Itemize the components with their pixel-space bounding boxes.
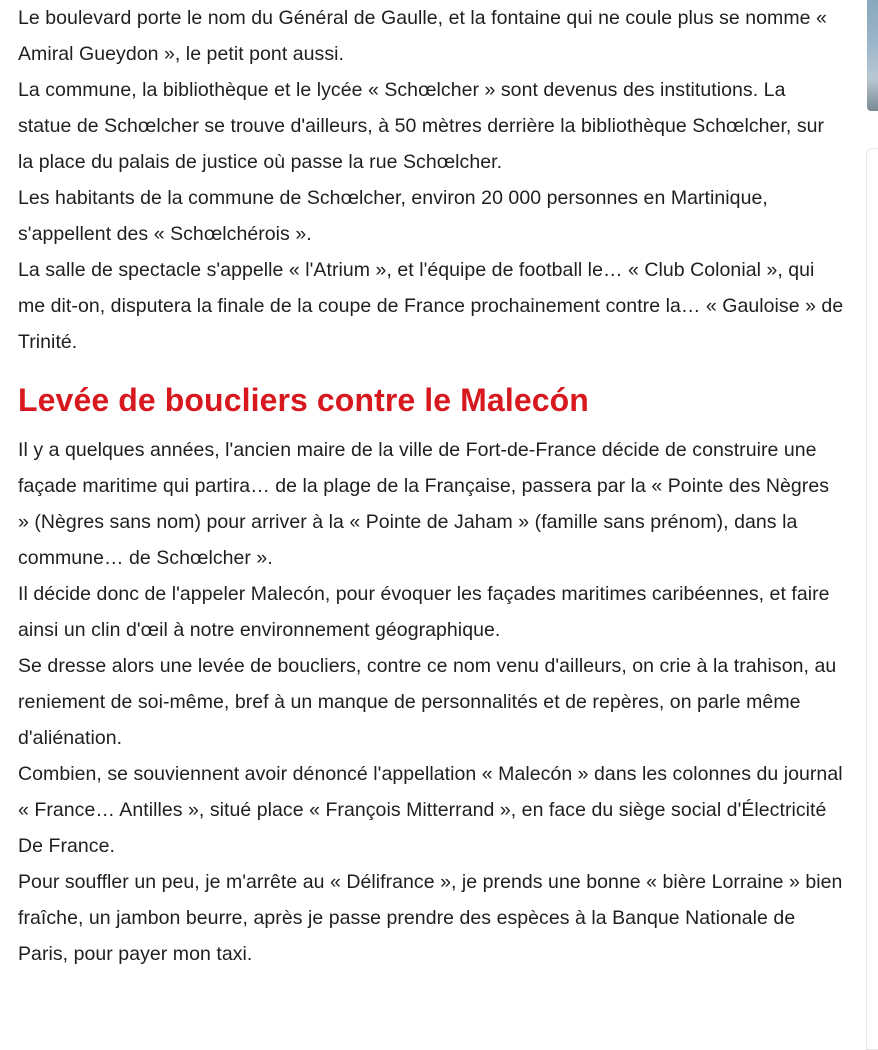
article-paragraph: Se dresse alors une levée de boucliers, contre ce nom venu d'ailleurs, on crie à la trahison, au reniement de soi-même, bref à un manque de personnalités et de repères, on parle même d'aliénation. <box>18 655 837 749</box>
article-paragraph: Pour souffler un peu, je m'arrête au « Délifrance », je prends une bonne « bière Lorraine » bien fraîche, un jambon beurre, après je passe prendre des espèces à la Banque Nationale de Paris, pour payer mon taxi. <box>18 871 843 965</box>
article-paragraph: Il décide donc de l'appeler Malecón, pour évoquer les façades maritimes caribéennes, et faire ainsi un clin d'œil à notre environnement géographique. <box>18 583 830 641</box>
article-paragraph: Les habitants de la commune de Schœlcher, environ 20 000 personnes en Martinique, s'appellent des « Schœlchérois ». <box>18 187 768 245</box>
section-heading: Levée de boucliers contre le Malecón <box>18 382 589 418</box>
sidebar-thumbnail-image[interactable] <box>867 0 878 111</box>
article-paragraph: La commune, la bibliothèque et le lycée « Schœlcher » sont devenus des institutions. La statue de Schœlcher se trouve d'ailleurs, à 50 mètres derrière la bibliothèque Schœlcher, sur la place du palais de justice où passe la rue Schœlcher. <box>18 79 825 173</box>
article-paragraph: La salle de spectacle s'appelle « l'Atrium », et l'équipe de football le… « Club Colonial », qui me dit-on, disputera la finale de la coupe de France prochainement contre la… « Gauloise » de Trinité. <box>18 259 844 353</box>
article-body <box>18 0 844 972</box>
article-paragraph: Combien, se souviennent avoir dénoncé l'appellation « Malecón » dans les colonnes du journal « France… Antilles », situé place « François Mitterrand », en face du siège social d'Électricité De France. <box>18 763 843 857</box>
article-paragraph: Le boulevard porte le nom du Général de Gaulle, et la fontaine qui ne coule plus se nomme « Amiral Gueydon », le petit pont aussi. <box>18 7 827 65</box>
article-paragraph: Il y a quelques années, l'ancien maire de la ville de Fort-de-France décide de construire une façade maritime qui partira… de la plage de la Française, passera par la « Pointe des Nègres » (Nègres sans nom) pour arriver à la « Pointe de Jaham » (famille sans prénom), dans la commune… de Schœlcher ». <box>18 439 830 569</box>
sidebar-card <box>866 148 878 1050</box>
